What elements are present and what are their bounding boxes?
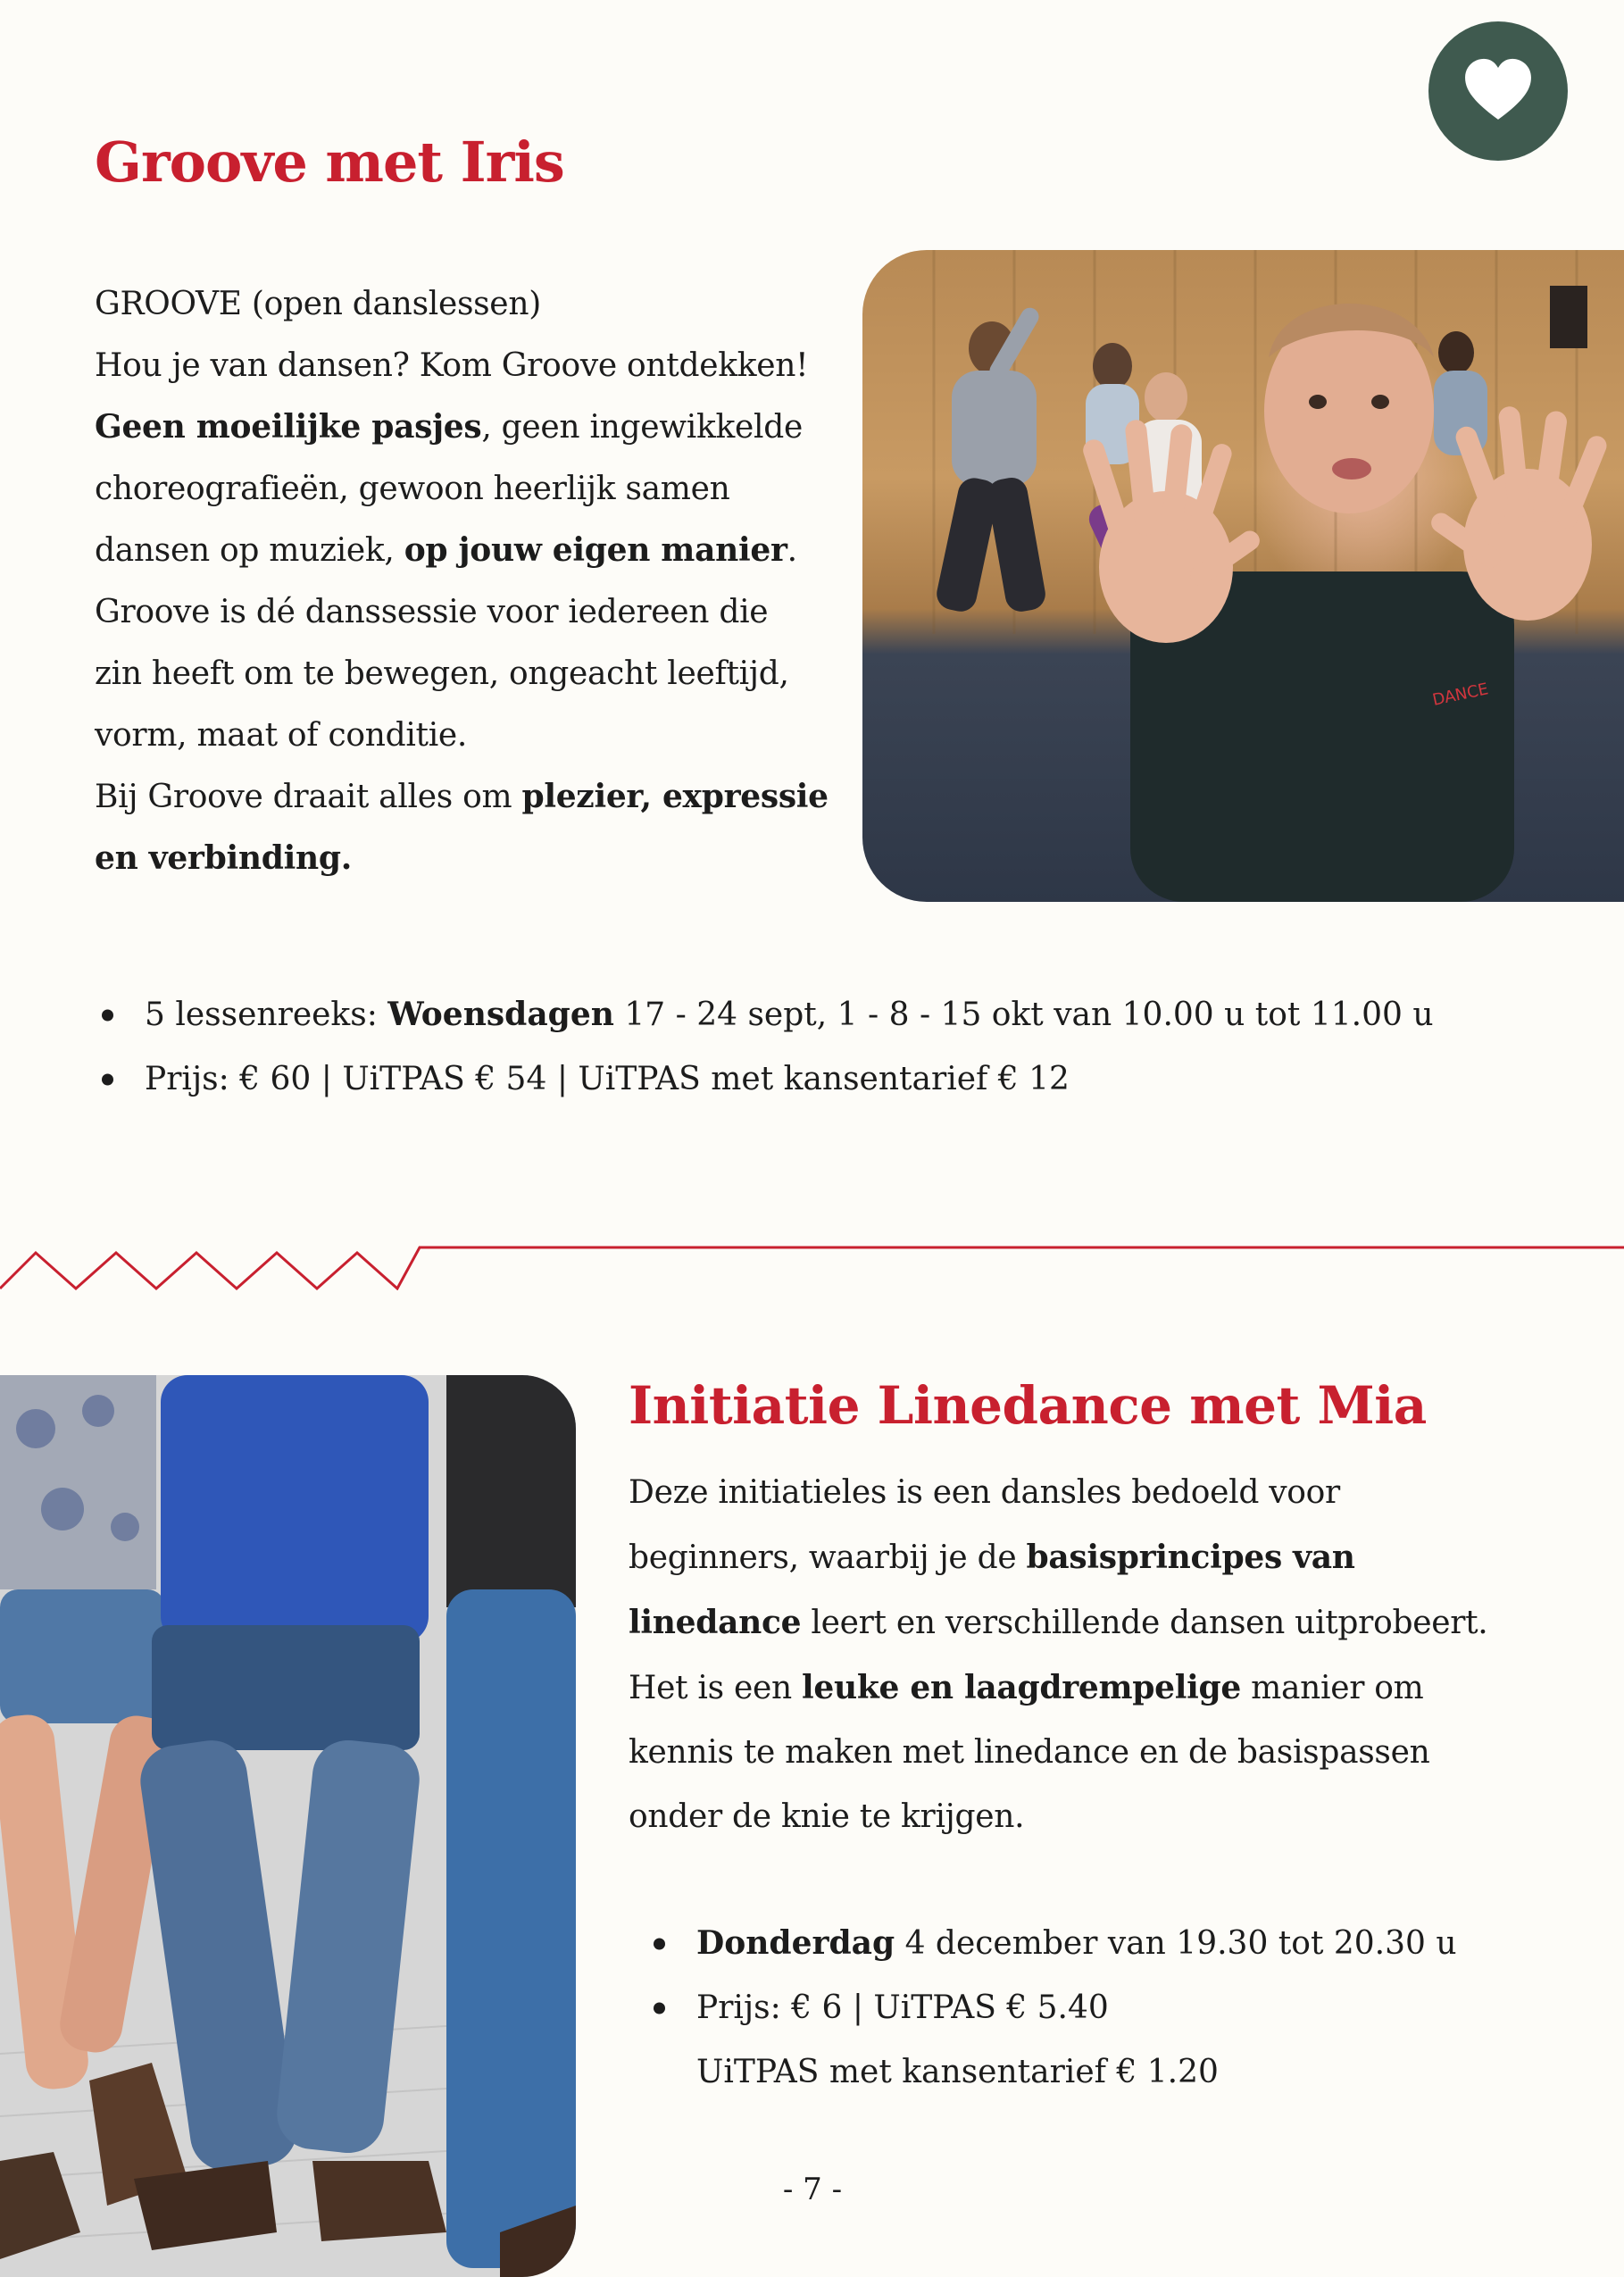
zigzag-divider: [0, 1237, 1624, 1290]
linedance-photo: [0, 1375, 576, 2277]
groove-details-list: [95, 982, 1568, 1112]
bold-text: en verbinding.: [95, 839, 352, 877]
text-run: choreografieën, gewoon heerlijk samen: [95, 471, 730, 507]
list-item: [95, 982, 1568, 1047]
bold-text: basisprincipes van: [1026, 1539, 1355, 1576]
text-line: [95, 766, 880, 828]
text-line: [95, 458, 880, 520]
bold-text: Geen moeilijke pasjes: [95, 408, 482, 446]
text-line: [629, 1656, 1602, 1721]
text-run: leert en verschillende dansen uitprobeert.: [801, 1605, 1488, 1641]
groove-photo: [862, 250, 1624, 902]
text-line: [629, 1525, 1602, 1590]
text-line: [95, 396, 880, 458]
groove-title: Groove met Iris: [95, 129, 564, 195]
text-line: [95, 335, 880, 396]
linedance-title: Initiatie Linedance met Mia: [629, 1375, 1427, 1436]
text-line: [629, 1461, 1602, 1525]
bold-text: Woensdagen: [387, 996, 614, 1033]
text-line: [629, 1590, 1602, 1656]
text-run: GROOVE (open danslessen): [95, 286, 541, 322]
text-run: onder de knie te krijgen.: [629, 1798, 1025, 1835]
bold-text: leuke en laagdrempelige: [801, 1669, 1241, 1706]
text-run: Prijs: € 6 | UiTPAS € 5.40: [696, 1989, 1109, 2026]
text-run: , geen ingewikkelde: [481, 409, 804, 446]
bold-text: op jouw eigen manier: [404, 531, 787, 569]
text-run: manier om: [1240, 1670, 1424, 1706]
text-run: Het is een: [629, 1670, 802, 1706]
list-item: [646, 1976, 1593, 2040]
text-line: [95, 520, 880, 581]
groove-description: [95, 273, 880, 889]
text-run: 4 december van 19.30 tot 20.30 u: [895, 1925, 1457, 1962]
text-line: [629, 1785, 1602, 1849]
groove-photo-illustration: [862, 250, 1624, 902]
text-run: vorm, maat of conditie.: [95, 717, 468, 754]
linedance-description: [629, 1461, 1602, 1849]
text-line: [629, 1721, 1602, 1785]
linedance-photo-illustration: [0, 1375, 576, 2277]
text-line: [95, 273, 880, 335]
text-line: [95, 828, 880, 889]
bold-text: plezier, expressie: [521, 778, 829, 815]
text-run: Groove is dé danssessie voor iedereen die: [95, 594, 769, 630]
page-number: - 7 -: [782, 2172, 843, 2207]
text-run: Deze initiatieles is een dansles bedoeld voor: [629, 1474, 1340, 1511]
text-run: dansen op muziek,: [95, 532, 404, 569]
heart-icon: [1461, 54, 1536, 129]
text-run: Bij Groove draait alles om: [95, 779, 522, 815]
list-item: [646, 1911, 1593, 1976]
text-run: Hou je van dansen? Kom Groove ontdekken!: [95, 347, 809, 384]
tshirt-print: DANCE: [1430, 680, 1490, 710]
bold-text: linedance: [629, 1604, 802, 1641]
text-run: .: [787, 532, 797, 569]
bold-text: Donderdag: [696, 1924, 895, 1962]
list-item-continuation: UiTPAS met kansentarief € 1.20: [696, 2054, 1219, 2090]
text-run: Prijs: € 60 | UiTPAS € 54 | UiTPAS met kansentarief € 12: [145, 1061, 1070, 1097]
text-line: [95, 643, 880, 705]
text-run: beginners, waarbij je de: [629, 1539, 1027, 1576]
text-line: [95, 705, 880, 766]
text-run: zin heeft om te bewegen, ongeacht leeftijd,: [95, 655, 789, 692]
text-line: [95, 581, 880, 643]
linedance-details-list: [646, 1911, 1593, 2105]
text-run: 5 lessenreeks:: [145, 997, 388, 1033]
text-run: 17 - 24 sept, 1 - 8 - 15 okt van 10.00 u tot 11.00 u: [613, 997, 1434, 1033]
text-run: kennis te maken met linedance en de basispassen: [629, 1734, 1430, 1771]
heart-badge: [1428, 21, 1568, 161]
list-item: [95, 1047, 1568, 1112]
